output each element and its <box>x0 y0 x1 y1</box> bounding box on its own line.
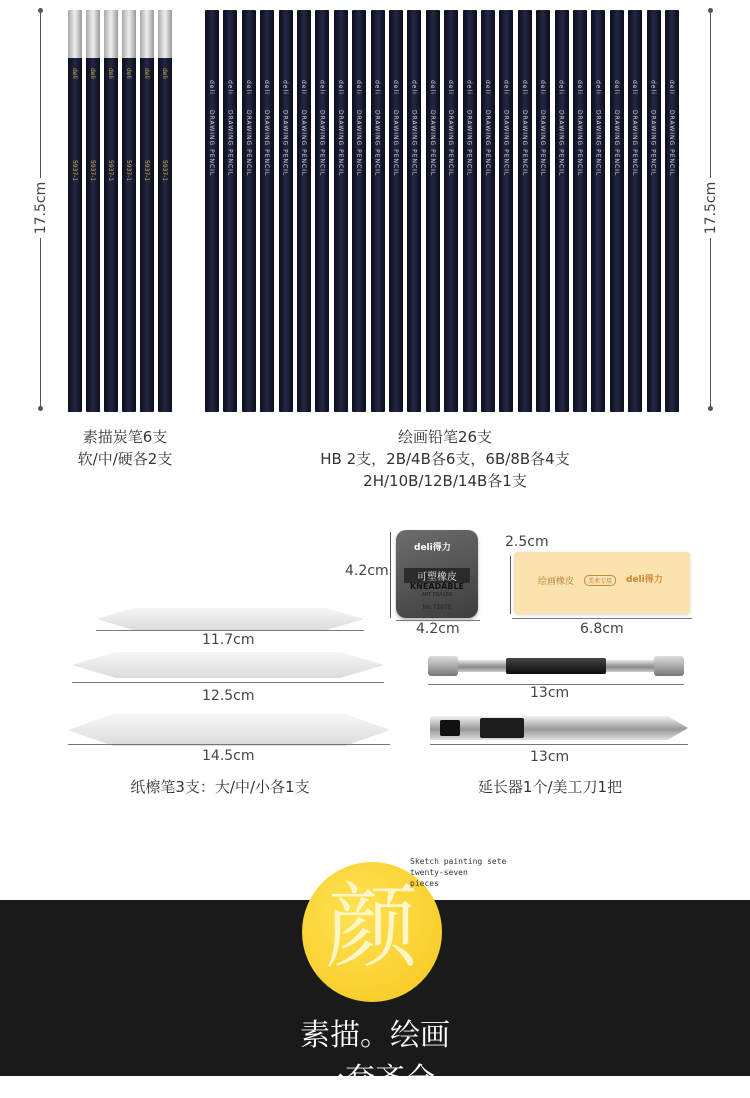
kneadable-label-cn: 可塑橡皮 <box>404 568 470 583</box>
drawing-pencil-brand: deli <box>336 80 344 95</box>
eraser-height-line <box>510 556 511 614</box>
drawing-pencil <box>371 10 385 412</box>
stump-large-length: 14.5cm <box>202 748 255 764</box>
left-dimension-dot-bottom <box>38 406 43 411</box>
right-dimension-label: 17.5cm <box>703 181 719 235</box>
eraser-label-tag: 美术专用 <box>584 575 616 586</box>
drawing-pencil <box>647 10 661 412</box>
drawing-pencil-text: DRAWING PENCIL <box>484 110 491 177</box>
drawing-pencil <box>334 10 348 412</box>
drawing-pencil-brand: deli <box>373 80 381 95</box>
banner-en-text <box>410 856 506 889</box>
drawing-pencil <box>665 10 679 412</box>
drawing-pencil-text: DRAWING PENCIL <box>612 110 620 177</box>
drawing-pencil-text: DRAWING PENCIL <box>263 110 271 177</box>
charcoal-pencil <box>68 10 82 412</box>
stump-small-measure-line <box>96 630 364 631</box>
drawing-pencil-brand: deli <box>576 80 583 95</box>
drawing-pencil-text: DRAWING PENCIL <box>281 110 289 177</box>
drawing-pencil-brand: deli <box>649 80 657 95</box>
banner-en-line2: twenty-seven <box>410 868 468 877</box>
eraser-width-label: 6.8cm <box>580 621 624 637</box>
drawing-caption-line1: 绘画铅笔26支 <box>397 428 493 446</box>
drawing-pencil-text: DRAWING PENCIL <box>318 110 326 177</box>
charcoal-pencil-cap <box>122 10 136 58</box>
drawing-pencil-brand: deli <box>300 80 307 95</box>
drawing-pencil <box>389 10 403 412</box>
kneadable-label-sub: ART ERASER <box>421 592 453 598</box>
drawing-pencil-brand: deli <box>392 80 399 95</box>
right-dimension-dot-bottom <box>708 406 713 411</box>
drawing-pencil <box>205 10 219 412</box>
drawing-pencil-brand: deli <box>226 80 234 95</box>
paper-stump-medium <box>72 652 384 678</box>
eraser-label-cn: 绘画橡皮 <box>538 577 575 587</box>
charcoal-caption-line2: 软/中/硬各2支 <box>77 450 173 468</box>
drawing-pencil <box>555 10 569 412</box>
drawing-pencil-brand: deli <box>631 80 639 95</box>
drawing-pencil <box>518 10 532 412</box>
charcoal-caption <box>60 426 190 470</box>
charcoal-pencil-code: 5937-1 <box>71 160 78 182</box>
drawing-pencil <box>463 10 477 412</box>
drawing-pencil-brand: deli <box>668 80 675 95</box>
utility-cutter <box>430 716 688 740</box>
drawing-pencil <box>242 10 256 412</box>
charcoal-pencil-code: 5937-1 <box>89 160 96 182</box>
left-dimension-label: 17.5cm <box>33 181 49 235</box>
charcoal-pencil-code: 5937-1 <box>161 160 168 182</box>
kneadable-eraser <box>396 530 478 618</box>
drawing-pencil-brand: deli <box>465 80 473 95</box>
drawing-pencil-brand: deli <box>484 80 491 95</box>
drawing-pencil-text: DRAWING PENCIL <box>300 110 307 177</box>
paper-stump-small <box>96 608 364 630</box>
drawing-pencil-text: DRAWING PENCIL <box>576 110 583 177</box>
drawing-pencil <box>315 10 329 412</box>
charcoal-pencil <box>104 10 118 412</box>
drawing-pencil-text: DRAWING PENCIL <box>502 110 510 177</box>
left-dimension-dot-top <box>38 8 43 13</box>
drawing-pencil <box>628 10 642 412</box>
banner-circle-char: 颜 <box>325 874 418 981</box>
drawing-pencil-text: DRAWING PENCIL <box>557 110 565 177</box>
kneadable-height-line <box>390 532 391 618</box>
paper-stump-large <box>68 714 390 746</box>
drawing-pencil-brand: deli <box>428 80 436 95</box>
drawing-pencil-text: DRAWING PENCIL <box>355 110 363 177</box>
charcoal-pencil <box>158 10 172 412</box>
drawing-pencil-brand: deli <box>355 80 363 95</box>
charcoal-pencil <box>140 10 154 412</box>
drawing-pencil-text: DRAWING PENCIL <box>465 110 473 177</box>
drawing-pencil-brand: deli <box>410 80 418 95</box>
stump-medium-measure-line <box>72 682 384 683</box>
drawing-caption-line2: HB 2支，2B/4B各6支，6B/8B各4支 <box>320 450 570 468</box>
drawing-pencil-text: DRAWING PENCIL <box>244 110 252 177</box>
drawing-pencil-brand: deli <box>318 80 326 95</box>
charcoal-pencil-cap <box>68 10 82 58</box>
charcoal-caption-line1: 素描炭笔6支 <box>82 428 168 446</box>
drawing-caption <box>285 426 605 492</box>
kneadable-brand-cn: 得力 <box>432 543 451 553</box>
banner-title-line1: 素描。绘画 <box>300 1018 450 1053</box>
drawing-pencil-text: DRAWING PENCIL <box>410 110 418 177</box>
charcoal-pencil <box>86 10 100 412</box>
drawing-pencil-brand: deli <box>612 80 620 95</box>
stump-medium-length: 12.5cm <box>202 688 255 704</box>
drawing-pencil-brand: deli <box>263 80 271 95</box>
charcoal-pencil-brand: deli <box>143 68 150 79</box>
charcoal-pencil-cap <box>86 10 100 58</box>
drawing-pencil <box>426 10 440 412</box>
kneadable-height-label: 4.2cm <box>345 563 389 579</box>
charcoal-pencil-brand: deli <box>71 68 78 79</box>
drawing-pencil-text: DRAWING PENCIL <box>336 110 344 177</box>
banner-en-line1: Sketch painting sete <box>410 857 507 866</box>
eraser-width-line <box>512 618 692 619</box>
charcoal-pencil-brand: deli <box>161 68 168 79</box>
drawing-pencil <box>352 10 366 412</box>
drawing-pencil-text: DRAWING PENCIL <box>373 110 381 177</box>
drawing-pencil <box>279 10 293 412</box>
drawing-pencil-text: DRAWING PENCIL <box>447 110 455 177</box>
stumps-caption: 纸檫笔3支：大/中/小各1支 <box>130 778 310 796</box>
eraser-brand-cn: 得力 <box>644 575 663 585</box>
drawing-pencil-text: DRAWING PENCIL <box>520 110 528 177</box>
charcoal-pencil-code: 5937-1 <box>125 160 132 182</box>
drawing-pencil-text: DRAWING PENCIL <box>594 110 602 177</box>
drawing-pencil <box>573 10 587 412</box>
cutter-measure-line <box>430 744 688 745</box>
drawing-pencil-brand: deli <box>520 80 528 95</box>
drawing-pencil <box>297 10 311 412</box>
charcoal-pencil-brand: deli <box>89 68 96 79</box>
drawing-pencil <box>260 10 274 412</box>
kneadable-model: No.71070 <box>422 604 452 611</box>
drawing-pencil-text: DRAWING PENCIL <box>208 110 215 177</box>
drawing-pencil <box>499 10 513 412</box>
drawing-pencil-text: DRAWING PENCIL <box>649 110 657 177</box>
banner-en-line3: pieces <box>410 879 439 888</box>
drawing-pencil-text: DRAWING PENCIL <box>226 110 234 177</box>
cutter-length: 13cm <box>530 749 570 765</box>
charcoal-pencil-code: 5937-1 <box>107 160 114 182</box>
kneadable-brand: deli <box>414 543 433 553</box>
drawing-pencil <box>223 10 237 412</box>
art-eraser <box>514 552 690 614</box>
drawing-pencil <box>536 10 550 412</box>
stump-large-measure-line <box>68 744 390 745</box>
charcoal-pencil-cap <box>158 10 172 58</box>
drawing-pencil-text: DRAWING PENCIL <box>539 110 547 177</box>
right-dimension-dot-top <box>708 8 713 13</box>
eraser-brand: deli <box>626 575 645 585</box>
drawing-pencil-brand: deli <box>447 80 455 95</box>
charcoal-pencil-brand: deli <box>125 68 132 79</box>
banner-title-line2: 一套齐全 <box>315 1062 435 1097</box>
charcoal-pencil-cap <box>104 10 118 58</box>
drawing-pencil <box>407 10 421 412</box>
drawing-pencil <box>481 10 495 412</box>
pencil-extender <box>428 652 684 682</box>
stump-small-length: 11.7cm <box>202 632 255 648</box>
drawing-pencil-brand: deli <box>594 80 602 95</box>
drawing-pencil-text: DRAWING PENCIL <box>668 110 675 177</box>
drawing-pencil-brand: deli <box>539 80 547 95</box>
drawing-pencil-text: DRAWING PENCIL <box>428 110 436 177</box>
eraser-height-label: 2.5cm <box>505 534 549 550</box>
tools-caption: 延长器1个/美工刀1把 <box>477 778 623 796</box>
drawing-pencil-brand: deli <box>557 80 565 95</box>
charcoal-pencil <box>122 10 136 412</box>
kneadable-label-en: KNEADABLE <box>409 582 465 591</box>
drawing-pencil-brand: deli <box>244 80 252 95</box>
charcoal-pencil-cap <box>140 10 154 58</box>
drawing-pencil-text: DRAWING PENCIL <box>392 110 399 177</box>
extender-length: 13cm <box>530 685 570 701</box>
drawing-caption-line3: 2H/10B/12B/14B各1支 <box>363 472 527 490</box>
drawing-pencil-brand: deli <box>281 80 289 95</box>
drawing-pencil <box>444 10 458 412</box>
kneadable-width-label: 4.2cm <box>416 621 460 637</box>
charcoal-pencil-brand: deli <box>107 68 114 79</box>
drawing-pencil-brand: deli <box>502 80 510 95</box>
drawing-pencil-brand: deli <box>208 80 215 95</box>
drawing-pencil-text: DRAWING PENCIL <box>631 110 639 177</box>
charcoal-pencil-code: 5937-1 <box>143 160 150 182</box>
drawing-pencil <box>591 10 605 412</box>
drawing-pencil <box>610 10 624 412</box>
